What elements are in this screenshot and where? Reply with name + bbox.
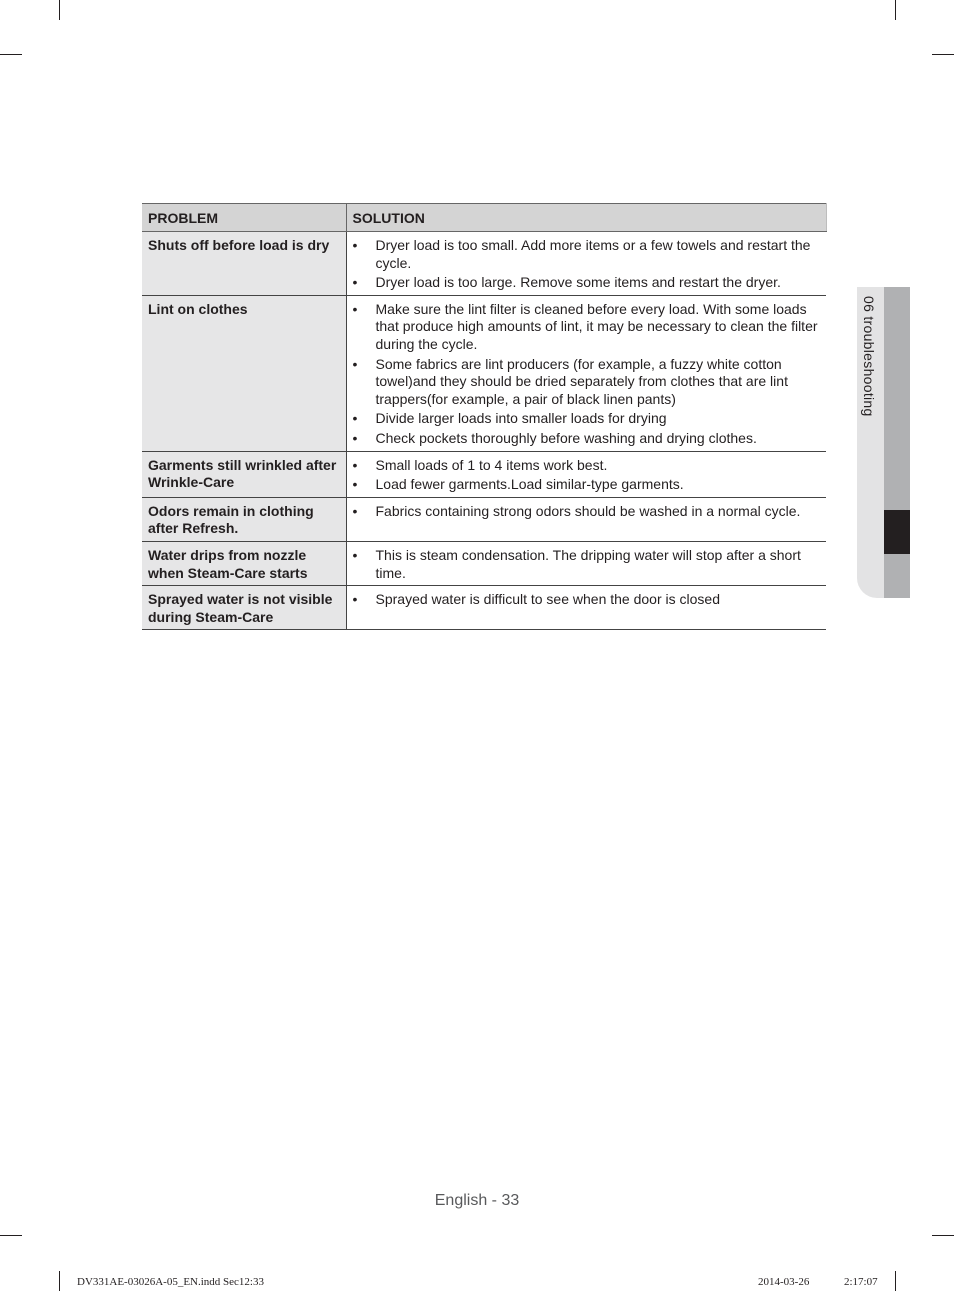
- solution-list: [353, 237, 821, 292]
- solution-text: Dryer load is too large. Remove some items and restart the dryer.: [375, 274, 781, 291]
- solution-cell: [346, 232, 826, 296]
- bullet-icon: •: [352, 456, 358, 473]
- solution-cell: [346, 451, 826, 497]
- solution-item: [353, 503, 821, 521]
- section-label: 06 troubleshooting: [861, 296, 877, 417]
- solution-text: Divide larger loads into smaller loads for drying: [375, 410, 667, 427]
- problem-cell: Odors remain in clothing after Refresh.: [142, 497, 346, 541]
- solution-text: Check pockets thoroughly before washing and drying clothes.: [375, 429, 757, 446]
- solution-item: [353, 356, 821, 409]
- bullet-icon: •: [352, 274, 358, 291]
- troubleshooting-table: [142, 203, 827, 630]
- bullet-icon: •: [352, 476, 358, 493]
- problem-cell: Shuts off before load is dry: [142, 232, 346, 296]
- table-row: [142, 451, 826, 497]
- bullet-icon: •: [352, 429, 358, 446]
- print-slug-time: 2:17:07: [844, 1276, 878, 1288]
- table-row: [142, 295, 826, 451]
- solution-item: [353, 237, 821, 272]
- solution-item: [353, 457, 821, 475]
- solution-item: [353, 301, 821, 354]
- bullet-icon: •: [352, 355, 358, 372]
- problem-cell: Garments still wrinkled after Wrinkle-Care: [142, 451, 346, 497]
- solution-cell: [346, 497, 826, 541]
- solution-item: [353, 591, 821, 609]
- bullet-icon: •: [352, 502, 358, 519]
- solution-text: Small loads of 1 to 4 items work best.: [375, 456, 608, 473]
- print-slug-file: DV331AE-03026A-05_EN.indd Sec12:33: [77, 1276, 264, 1288]
- table-row: [142, 232, 826, 296]
- problem-column-header: PROBLEM: [142, 204, 346, 232]
- solution-item: [353, 430, 821, 448]
- crop-mark: [59, 0, 60, 20]
- solution-list: [353, 503, 821, 521]
- solution-text: Dryer load is too small. Add more items or a few towels and restart the cycle.: [375, 237, 811, 271]
- solution-column-header: SOLUTION: [346, 204, 826, 232]
- solution-list: [353, 457, 821, 494]
- print-slug-date: 2014-03-26: [758, 1276, 810, 1288]
- bullet-icon: •: [352, 410, 358, 427]
- solution-list: [353, 591, 821, 609]
- table-row: [142, 586, 826, 630]
- bullet-icon: •: [352, 591, 358, 608]
- solution-item: [353, 547, 821, 582]
- page-number: English - 33: [434, 1192, 520, 1209]
- solution-item: [353, 410, 821, 428]
- solution-item: [353, 476, 821, 494]
- bullet-icon: •: [352, 237, 358, 253]
- solution-text: Some fabrics are lint producers (for example, a fuzzy white cotton towel)and they should be dried separately from clothes that are lint trappers(for example, a pair of black linen pants): [375, 355, 788, 407]
- bullet-icon: •: [352, 300, 358, 317]
- problem-cell: Lint on clothes: [142, 295, 346, 451]
- solution-text: Make sure the lint filter is cleaned before every load. With some loads that produce high amounts of lint, it may be necessary to clean the filter during the cycle.: [375, 300, 818, 352]
- crop-mark: [0, 1235, 22, 1236]
- solution-cell: [346, 541, 826, 585]
- solution-list: [353, 301, 821, 448]
- solution-text: Load fewer garments.Load similar-type garments.: [375, 476, 684, 493]
- crop-mark: [932, 1235, 954, 1236]
- side-tab-marker: [884, 510, 910, 554]
- solution-cell: [346, 295, 826, 451]
- table-row: [142, 497, 826, 541]
- crop-mark: [59, 1271, 60, 1291]
- solution-text: Fabrics containing strong odors should be washed in a normal cycle.: [375, 502, 801, 519]
- crop-mark: [932, 54, 954, 55]
- solution-cell: [346, 586, 826, 630]
- solution-text: Sprayed water is difficult to see when the door is closed: [375, 591, 720, 608]
- crop-mark: [895, 0, 896, 20]
- solution-list: [353, 547, 821, 582]
- bullet-icon: •: [352, 546, 358, 563]
- table-row: [142, 541, 826, 585]
- solution-text: This is steam condensation. The dripping water will stop after a short time.: [375, 546, 801, 581]
- table-header-row: [142, 204, 826, 232]
- problem-cell: Sprayed water is not visible during Steam-Care: [142, 586, 346, 630]
- problem-cell: Water drips from nozzle when Steam-Care starts: [142, 541, 346, 585]
- solution-item: [353, 274, 821, 292]
- crop-mark: [0, 54, 22, 55]
- crop-mark: [895, 1271, 896, 1291]
